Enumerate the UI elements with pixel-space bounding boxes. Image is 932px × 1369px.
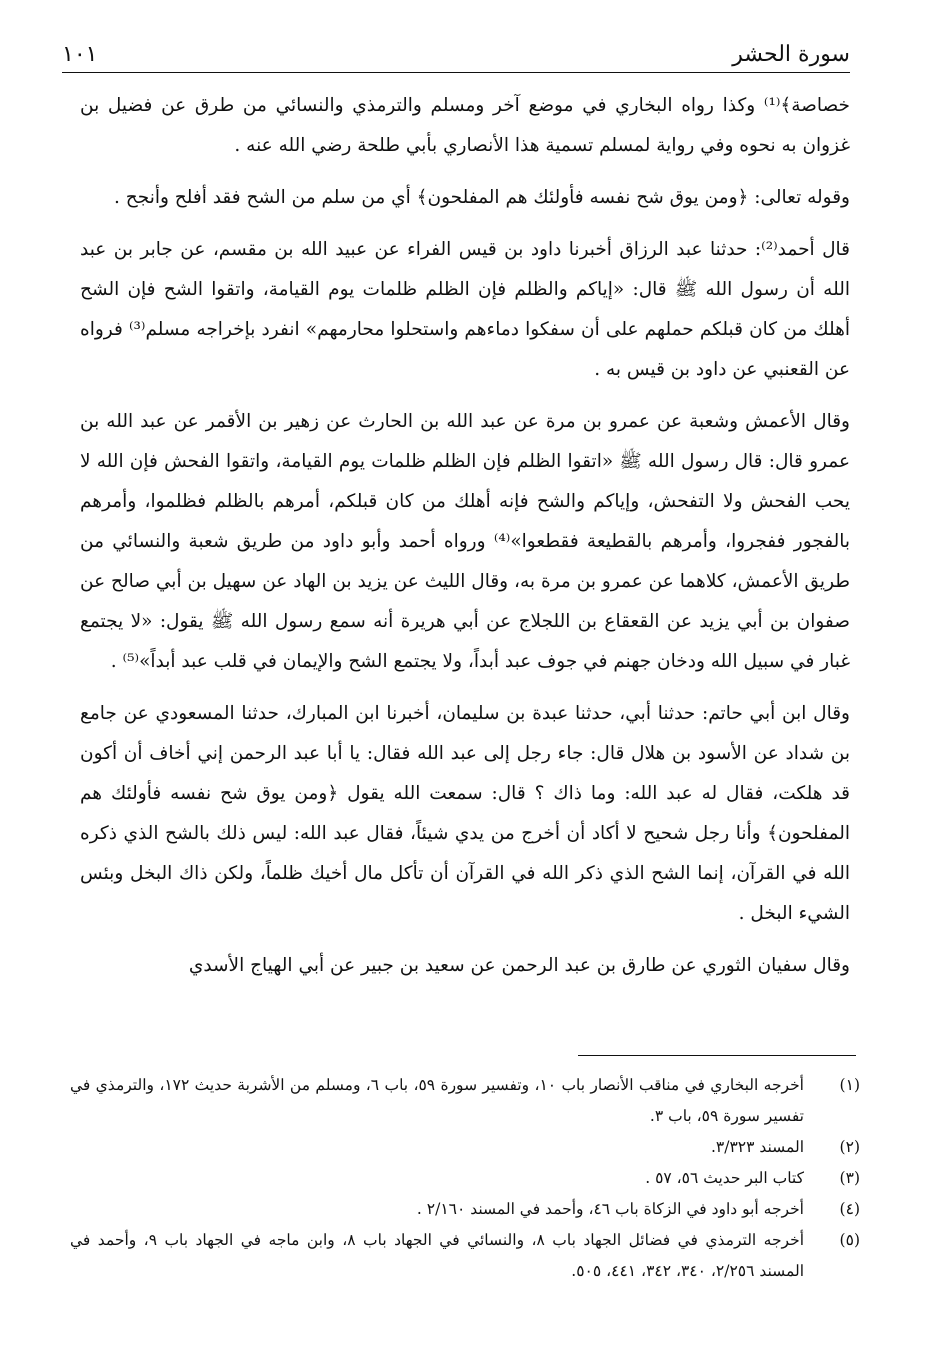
footnote bbox=[70, 1070, 860, 1132]
main-text bbox=[80, 86, 850, 998]
footnote-text: أخرجه الترمذي في فضائل الجهاد باب ٨، والنسائي في الجهاد باب ٨، وابن ماجه في الجهاد باب ٩، وأحمد في المسند ٢/٢٥٦، ٣٤٠، ٣٤٢، ٤٤١، ٥٠٥. bbox=[70, 1231, 805, 1280]
footnote-number: (١) bbox=[839, 1076, 860, 1094]
page-number: ١٠١ bbox=[62, 42, 98, 67]
page-header bbox=[62, 38, 850, 73]
footnote bbox=[70, 1225, 860, 1287]
footnote-text: المسند ٣/٣٢٣. bbox=[710, 1138, 804, 1156]
footnotes bbox=[70, 1070, 860, 1287]
footnote bbox=[70, 1194, 860, 1225]
footnote-number: (٢) bbox=[839, 1138, 860, 1156]
paragraph: خصاصة﴾⁽¹⁾ وكذا رواه البخاري في موضع آخر ومسلم والترمذي والنسائي من طرق عن فضيل بن غزوان به نحوه وفي رواية لمسلم تسمية هذا الأنصاري بأبي طلحة رضي الله عنه . bbox=[80, 95, 850, 156]
footnote-number: (٤) bbox=[839, 1200, 860, 1218]
surah-title: سورة الحشر bbox=[732, 42, 850, 67]
footnote-text: كتاب البر حديث ٥٦، ٥٧ . bbox=[645, 1169, 804, 1187]
footnote-number: (٥) bbox=[839, 1231, 860, 1249]
footnote-number: (٣) bbox=[839, 1169, 860, 1187]
paragraph: وقوله تعالى: ﴿ومن يوق شح نفسه فأولئك هم المفلحون﴾ أي من سلم من الشح فقد أفلح وأنجح . bbox=[114, 187, 850, 208]
paragraph: وقال الأعمش وشعبة عن عمرو بن مرة عن عبد الله بن الحارث عن زهير بن الأقمر عن عبد الله بن عمرو قال: قال رسول الله ﷺ «اتقوا الظلم فإن الظلم ظلمات يوم القيامة، واتقوا الفحش فإن الله لا يحب الفحش ولا التفحش، وإياكم والشح فإنه أهلك من كان قبلكم، أمرهم بالظلم فظلموا، وأمرهم بالفجور ففجروا، وأمرهم بالقطيعة فقطعوا»⁽⁴⁾ ورواه أحمد وأبو داود من طريق شعبة والنسائي من طريق الأعمش، كلاهما عن عمرو بن مرة به، وقال الليث عن يزيد بن الهاد عن سهيل بن أبي صالح عن صفوان بن أبي يزيد عن القعقاع بن اللجلاج عن أبي هريرة أنه سمع رسول الله ﷺ يقول: «لا يجتمع غبار في سبيل الله ودخان جهنم في جوف عبد أبداً، ولا يجتمع الشح والإيمان في قلب عبد أبداً»⁽⁵⁾ . bbox=[80, 411, 850, 672]
footnote-text: أخرجه البخاري في مناقب الأنصار باب ١٠، وتفسير سورة ٥٩، باب ٦، ومسلم من الأشربة حديث ١٧٢، والترمذي في تفسير سورة ٥٩، باب ٣. bbox=[70, 1076, 804, 1125]
footnote-text: أخرجه أبو داود في الزكاة باب ٤٦، وأحمد في المسند ٢/١٦٠ . bbox=[416, 1200, 804, 1218]
paragraph: وقال سفيان الثوري عن طارق بن عبد الرحمن عن سعيد بن جبير عن أبي الهياج الأسدي bbox=[188, 955, 850, 976]
paragraph: وقال ابن أبي حاتم: حدثنا أبي، حدثنا عبدة بن سليمان، أخبرنا ابن المبارك، حدثنا المسعودي عن جامع بن شداد عن الأسود بن هلال قال: جاء رجل إلى عبد الله فقال: يا أبا عبد الرحمن إني أخاف أن أكون قد هلكت، فقال له عبد الله: وما ذاك ؟ قال: سمعت الله يقول ﴿ومن يوق شح نفسه فأولئك هم المفلحون﴾ وأنا رجل شحيح لا أكاد أن أخرج من يدي شيئاً، فقال عبد الله: ليس ذلك بالشح الذي ذكره الله في القرآن، إنما الشح الذي ذكر الله في القرآن أن تأكل مال أخيك ظلماً، ولكن ذاك البخل وبئس الشيء البخل . bbox=[80, 703, 850, 924]
footnote bbox=[70, 1163, 860, 1194]
footnote-separator bbox=[578, 1055, 856, 1056]
footnote bbox=[70, 1132, 860, 1163]
paragraph: قال أحمد⁽²⁾: حدثنا عبد الرزاق أخبرنا داود بن قيس الفراء عن عبيد الله بن مقسم، عن جابر بن عبد الله أن رسول الله ﷺ قال: «إياكم والظلم فإن الظلم ظلمات يوم القيامة، واتقوا الشح فإن الشح أهلك من كان قبلكم حملهم على أن سفكوا دماءهم واستحلوا محارمهم» انفرد بإخراجه مسلم⁽³⁾ فرواه عن القعنبي عن داود بن قيس به . bbox=[80, 239, 851, 380]
